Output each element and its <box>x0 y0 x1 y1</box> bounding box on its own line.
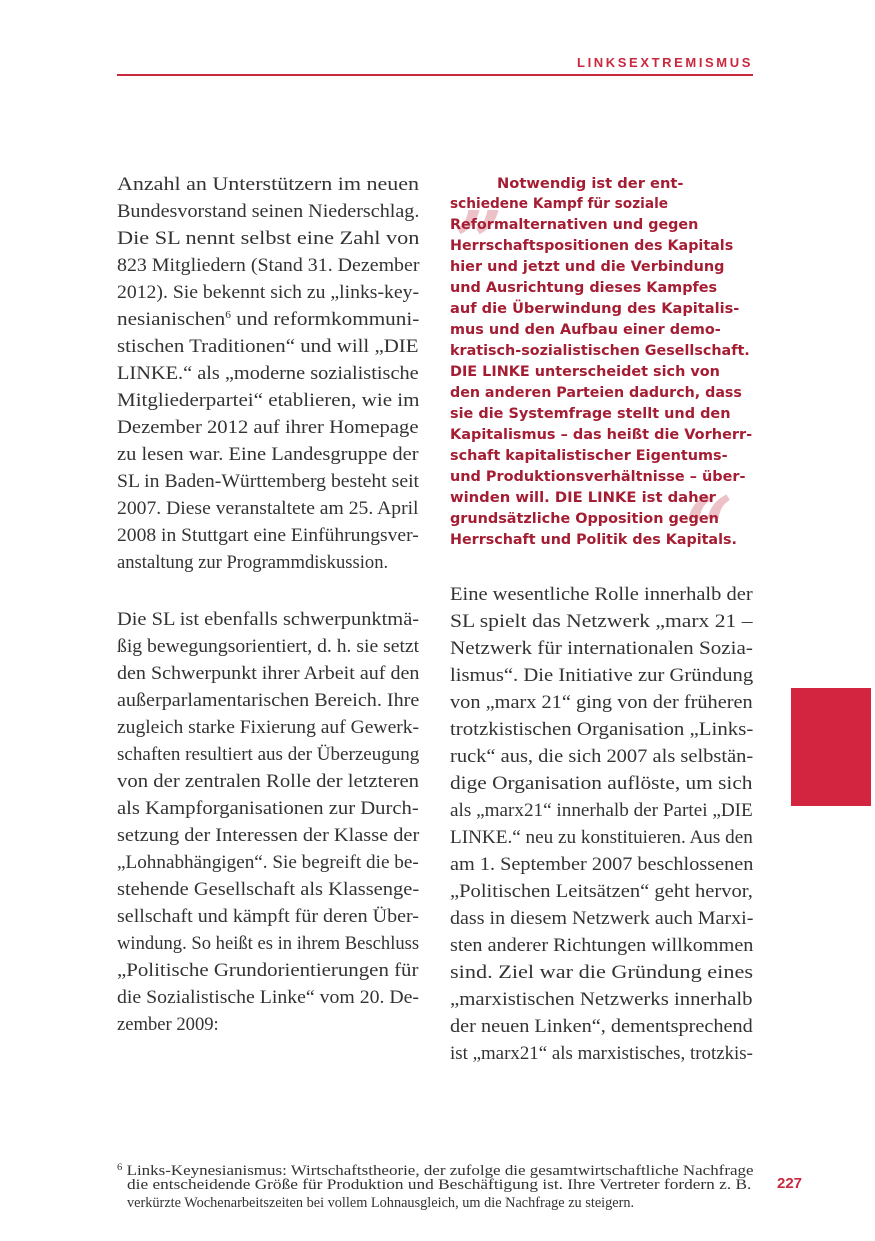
text-line: windung. So heißt es in ihrem Beschluss <box>117 933 420 954</box>
quote-line: schaft kapitalistischer Eigentums- <box>450 448 728 464</box>
text-line: SL spielt das Netzwerk „marx 21 – <box>450 611 753 632</box>
text-line: Anzahl an Unterstützern im neuen <box>117 174 420 195</box>
footnote-ref: 6 <box>225 310 231 321</box>
text-line: die Sozialistische Linke“ vom 20. De- <box>117 987 419 1008</box>
text-line: stehende Gesellschaft als Klassenge- <box>117 879 420 900</box>
text-line: anstaltung zur Programmdiskussion. <box>117 552 389 573</box>
text-line: Dezember 2012 auf ihrer Homepage <box>117 417 419 438</box>
quote-line: sie die Systemfrage stellt und den <box>450 406 731 422</box>
text-line: Eine wesentliche Rolle innerhalb der <box>450 584 753 605</box>
text-line: lismus“. Die Initiative zur Gründung <box>450 665 754 686</box>
text-line: sellschaft und kämpft für deren Über- <box>117 906 419 927</box>
text-line: den Schwerpunkt ihrer Arbeit auf den <box>117 663 420 684</box>
text-line: als „marx21“ innerhalb der Partei „DIE <box>450 800 753 821</box>
text-line: am 1. September 2007 beschlossenen <box>450 854 754 875</box>
chapter-side-tab <box>791 688 871 806</box>
text-line: 2012). Sie bekennt sich zu „links-key- <box>117 282 420 303</box>
quote-line: winden will. DIE LINKE ist daher <box>450 490 716 506</box>
quote-line: Kapitalismus – das heißt die Vorherr- <box>450 427 753 443</box>
quote-line: den anderen Parteien dadurch, dass <box>450 385 742 401</box>
text-line: Die SL ist ebenfalls schwerpunktmä- <box>117 609 420 630</box>
quote-line: Herrschaft und Politik des Kapitals. <box>450 532 737 548</box>
text-line: außerparlamentarischen Bereich. Ihre <box>117 690 420 711</box>
text-segment: nesianischen <box>117 309 226 330</box>
text-line: ist „marx21“ als marxistisches, trotzkis- <box>450 1043 753 1064</box>
text-line: 2007. Diese veranstaltete am 25. April <box>117 498 419 519</box>
text-line: „marxistischen Netzwerks innerhalb <box>450 989 753 1010</box>
text-line: stischen Traditionen“ und will „DIE <box>117 336 419 357</box>
text-line: LINKE.“ als „moderne sozialistische <box>117 363 419 384</box>
text-line: 2008 in Stuttgart eine Einführungsver- <box>117 525 419 546</box>
text-line: zu lesen war. Eine Landesgruppe der <box>117 444 419 465</box>
text-line: setzung der Interessen der Klasse der <box>117 825 420 846</box>
text-line: Die SL nennt selbst eine Zahl von <box>117 228 420 249</box>
footnote-text: Links-Keynesianismus: Wirtschaftstheorie, der zufolge die gesamtwirtschaftliche Nachfrage <box>126 1163 754 1179</box>
quote-line: Herrschaftspositionen des Kapitals <box>450 238 734 254</box>
text-line: 823 Mitgliedern (Stand 31. Dezember <box>117 255 420 276</box>
text-line: zugleich starke Fixierung auf Gewerk- <box>117 717 420 738</box>
text-line: zember 2009: <box>117 1014 219 1035</box>
text-line: Netzwerk für internationalen Sozia- <box>450 638 753 659</box>
text-line: dass in diesem Netzwerk auch Marxi- <box>450 908 754 929</box>
text-line: dige Organisation auflöste, um sich <box>450 773 753 794</box>
close-quote-mark: “ <box>685 478 734 577</box>
text-line: Mitgliederpartei“ etablieren, wie im <box>117 390 420 411</box>
text-line: als Kampforganisationen zur Durch- <box>117 798 419 819</box>
text-line: „Lohnabhängigen“. Sie begreift die be- <box>117 852 419 873</box>
quote-line: mus und den Aufbau einer demo- <box>450 322 721 338</box>
text-line: schaften resultiert aus der Überzeugung <box>117 744 420 765</box>
quote-line: auf die Überwindung des Kapitalis- <box>450 301 740 317</box>
section-header: LINKSEXTREMISMUS <box>577 55 753 70</box>
quote-line: Reformalternativen und gegen <box>450 217 699 233</box>
text-line: trotzkistischen Organisation „Links- <box>450 719 754 740</box>
quote-line: Notwendig ist der ent- <box>497 176 684 192</box>
footnote-line: verkürzte Wochenarbeitszeiten bei vollem Lohnausgleich, um die Nachfrage zu steigern. <box>127 1195 635 1211</box>
text-line: SL in Baden-Württemberg besteht seit <box>117 471 420 492</box>
quote-line: DIE LINKE unterscheidet sich von <box>450 364 720 380</box>
text-line <box>117 307 419 333</box>
open-quote-mark: „ <box>456 144 505 243</box>
page-number: 227 <box>777 1175 803 1192</box>
text-segment: und reformkommuni- <box>236 309 420 330</box>
quote-line: und Ausrichtung dieses Kampfes <box>450 280 718 296</box>
text-line: ßig bewegungsorientiert, d. h. sie setzt <box>117 636 420 657</box>
text-line: von „marx 21“ ging von der früheren <box>450 692 753 713</box>
text-line: ruck“ aus, die sich 2007 als selbstän- <box>450 746 754 767</box>
text-line: sten anderer Richtungen willkommen <box>450 935 754 956</box>
header-rule <box>117 74 753 76</box>
quote-line: schiedene Kampf für soziale <box>450 196 669 212</box>
text-line: Bundesvorstand seinen Niederschlag. <box>117 201 420 222</box>
footnote-number: 6 <box>117 1162 123 1172</box>
footnote-line: die entscheidende Größe für Produktion und Beschäftigung ist. Ihre Vertreter fordern z. B. <box>127 1177 752 1193</box>
quote-line: kratisch-sozialistischen Gesellschaft. <box>450 343 750 359</box>
text-line: von der zentralen Rolle der letzteren <box>117 771 420 792</box>
text-line: der neuen Linken“, dementsprechend <box>450 1016 753 1037</box>
quote-line: hier und jetzt und die Verbindung <box>450 259 725 275</box>
text-line: LINKE.“ neu zu konstituieren. Aus den <box>450 827 753 848</box>
text-line: „Politischen Leitsätzen“ geht hervor, <box>450 881 753 902</box>
text-line: „Politische Grundorientierungen für <box>117 960 419 981</box>
quote-line: grundsätzliche Opposition gegen <box>450 511 719 527</box>
quote-line: und Produktionsverhältnisse – über- <box>450 469 746 485</box>
text-line: sind. Ziel war die Gründung eines <box>450 962 754 983</box>
